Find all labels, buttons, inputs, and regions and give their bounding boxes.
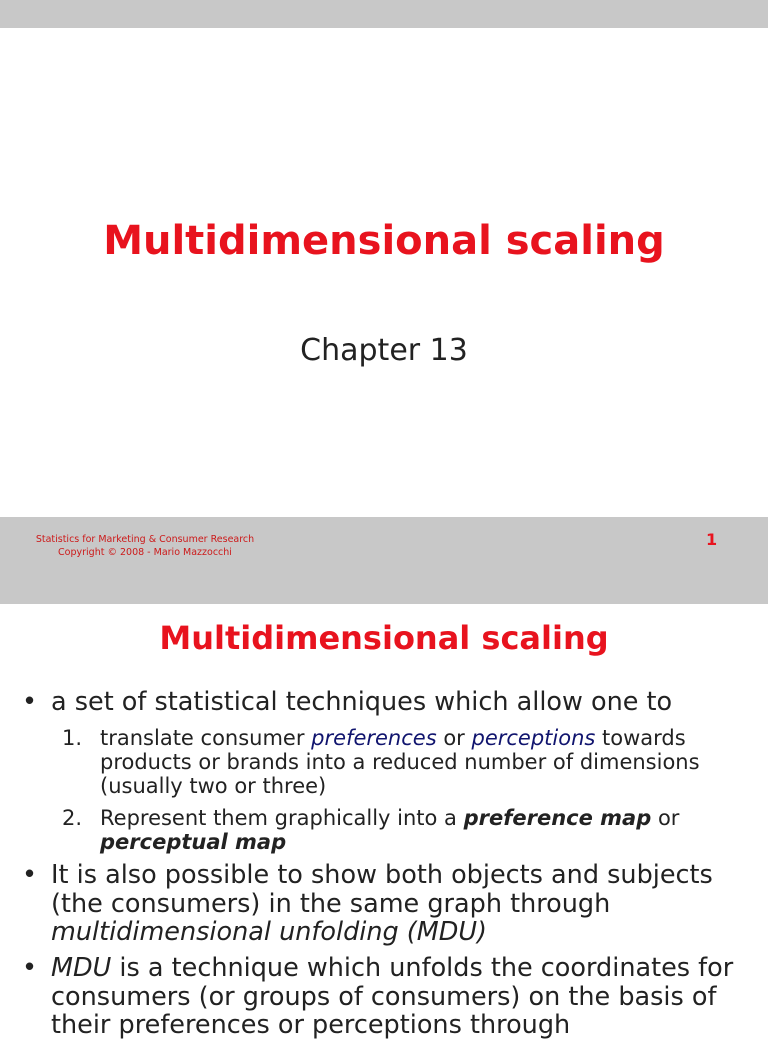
numbered-item-2 (62, 806, 752, 854)
slide-footer-text (30, 533, 260, 559)
bullet-dot-icon: • (22, 860, 38, 890)
bullet-text: It is also possible to show both objects and subjects (the consumers) in the same graph through multidimensional unfolding (MDU) (51, 860, 713, 947)
item-text: translate consumer preferences or perceptions towards products or brands into a reduced number of dimensions (usually two or three) (100, 726, 700, 798)
bullet-dot-icon: • (22, 953, 38, 983)
bullet-dot-icon: • (22, 687, 38, 717)
bullet-text: MDU is a technique which unfolds the coordinates for consumers (or groups of consumers) on the basis of their preferences or perceptions through (51, 953, 734, 1040)
keyword-mdu-full: multidimensional unfolding (MDU) (51, 917, 487, 947)
bullet-item-3 (22, 954, 752, 1040)
top-gray-band (0, 0, 768, 28)
keyword-perceptual-map: perceptual map (100, 830, 287, 854)
footer-copyright: Copyright © 2008 - Mario Mazzocchi (58, 547, 232, 558)
keyword-perceptions: perceptions (471, 726, 596, 750)
slide-title: Multidimensional scaling (103, 218, 665, 264)
bullet-item-2 (22, 861, 752, 947)
item-number: 1. (62, 726, 83, 750)
bullet-item-1 (22, 688, 752, 717)
item-number: 2. (62, 806, 83, 830)
footer-course-title: Statistics for Marketing & Consumer Research (35, 534, 255, 545)
numbered-item-1 (62, 726, 752, 798)
slide-subtitle: Chapter 13 (300, 333, 468, 368)
keyword-preferences: preferences (311, 726, 437, 750)
slide-2-title: Multidimensional scaling (159, 619, 609, 657)
page-number: 1 (706, 530, 718, 549)
keyword-mdu: MDU (51, 953, 112, 983)
slide-footer-band (0, 517, 768, 604)
bullet-text: a set of statistical techniques which allow one to (51, 687, 673, 717)
keyword-preference-map: preference map (463, 806, 652, 830)
item-text: Represent them graphically into a preference map or perceptual map (100, 806, 680, 854)
